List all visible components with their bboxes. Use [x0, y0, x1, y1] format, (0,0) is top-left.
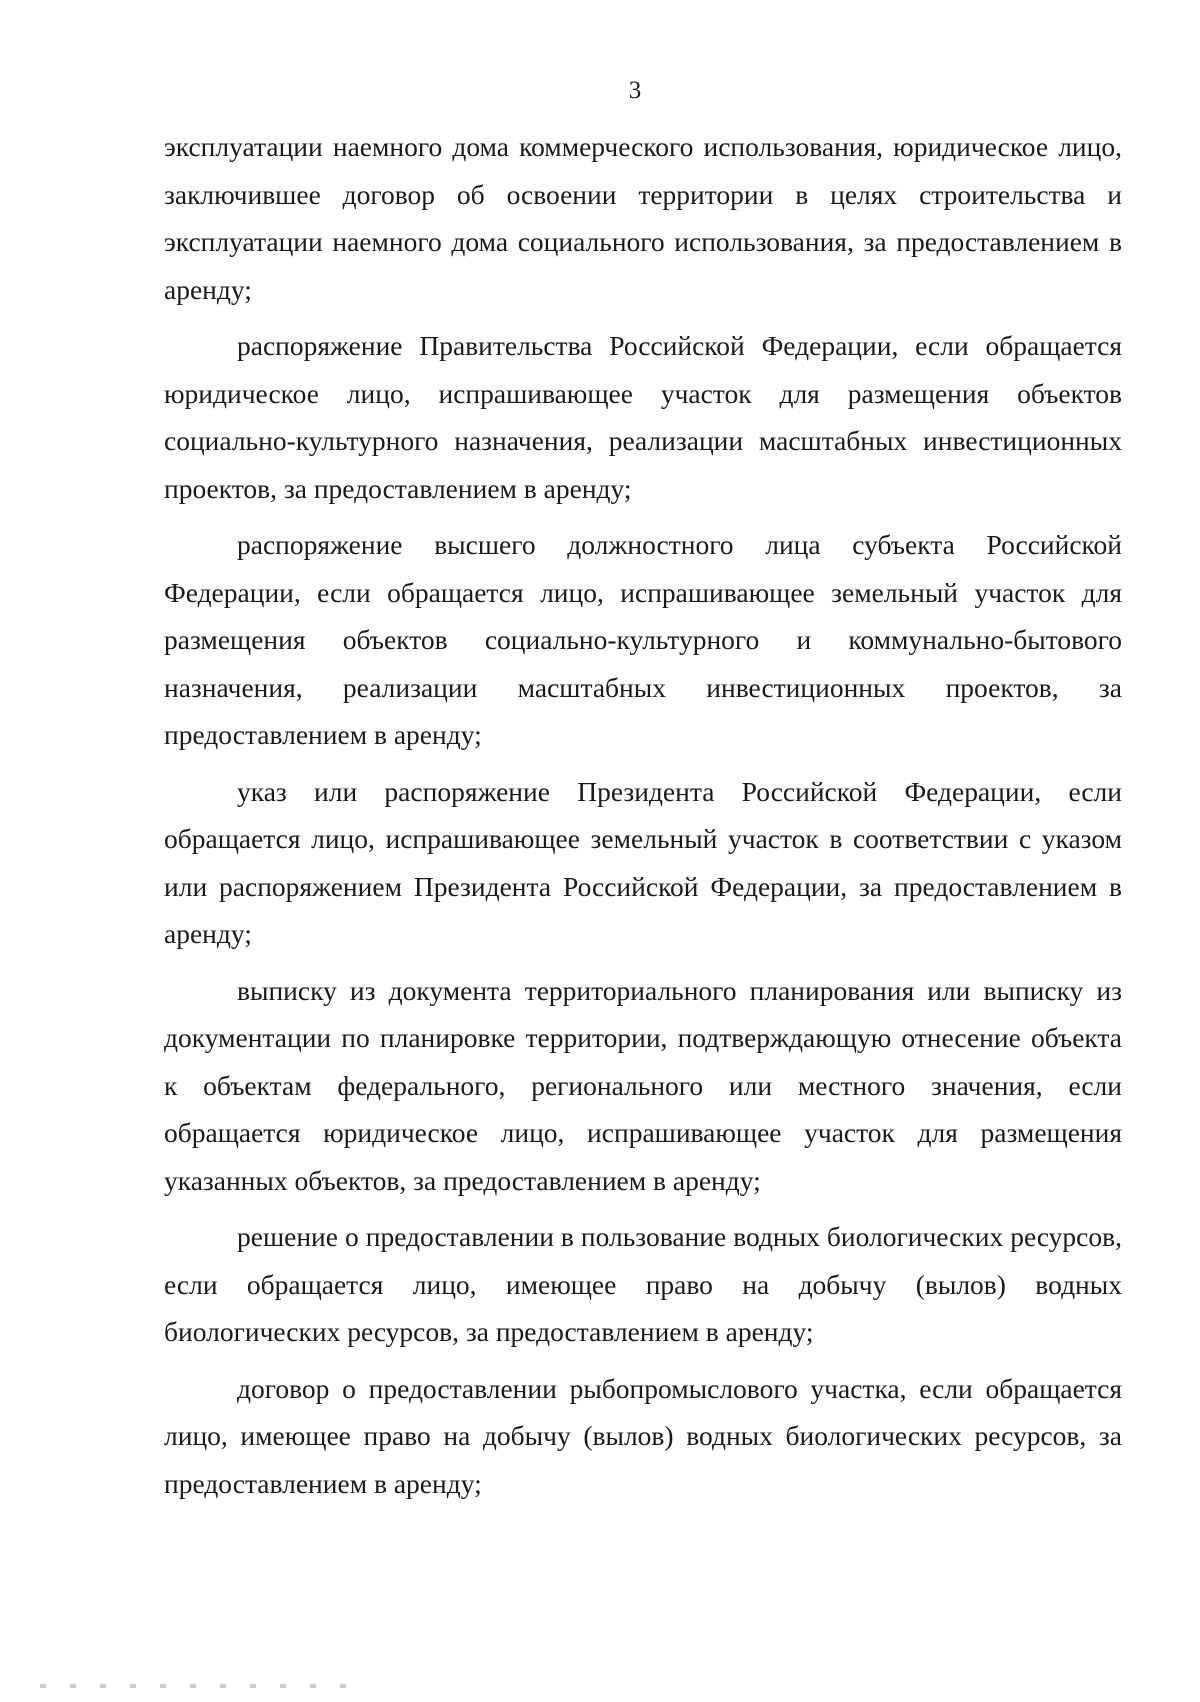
paragraph-government-order: распоряжение Правительства Российской Федерации, если обращается юридическое лицо, испрашивающее участок для размещения объектов социально-культурного назначения, реализации масштабных инвестиционных проектов, за предоставлением в аренду; — [164, 330, 1122, 504]
paragraph-regional-official-order: распоряжение высшего должностного лица субъекта Российской Федерации, если обращается лицо, испрашивающее земельный участок для размещения объектов социально-культурного и коммунально-бытового назначения, реализации масштабных инвестиционных проектов, за предоставлением в аренду; — [164, 529, 1122, 750]
page-number: 3 — [628, 77, 642, 104]
scan-edge-mark — [40, 1684, 360, 1688]
paragraph-fishing-site-contract: договор о предоставлении рыбопромыслового участка, если обращается лицо, имеющее право на добычу (вылов) водных биологических ресурсов, за предоставлением в аренду; — [164, 1372, 1122, 1499]
document-body — [164, 123, 1122, 1507]
paragraph-continuation: эксплуатации наемного дома коммерческого использования, юридическое лицо, заключившее договор об освоении территории в целях строительства и эксплуатации наемного дома социального использования, за предоставлением в аренду; — [164, 131, 1122, 305]
paragraph-president-decree: указ или распоряжение Президента Российской Федерации, если обращается лицо, испрашивающее земельный участок в соответствии с указом или распоряжением Президента Российской Федерации, за предоставлением в аренду; — [164, 775, 1122, 949]
paragraph-planning-extract: выписку из документа территориального планирования или выписку из документации по планировке территории, подтверждающую отнесение объекта к объектам федерального, регионального или местного значения, если обращается юридическое лицо, испрашивающее участок для размещения указанных объектов, за предоставлением в аренду; — [164, 974, 1122, 1196]
paragraph-bio-resources-decision: решение о предоставлении в пользование водных биологических ресурсов, если обращается лицо, имеющее право на добычу (вылов) водных биологических ресурсов, за предоставлением в аренду; — [164, 1221, 1122, 1347]
